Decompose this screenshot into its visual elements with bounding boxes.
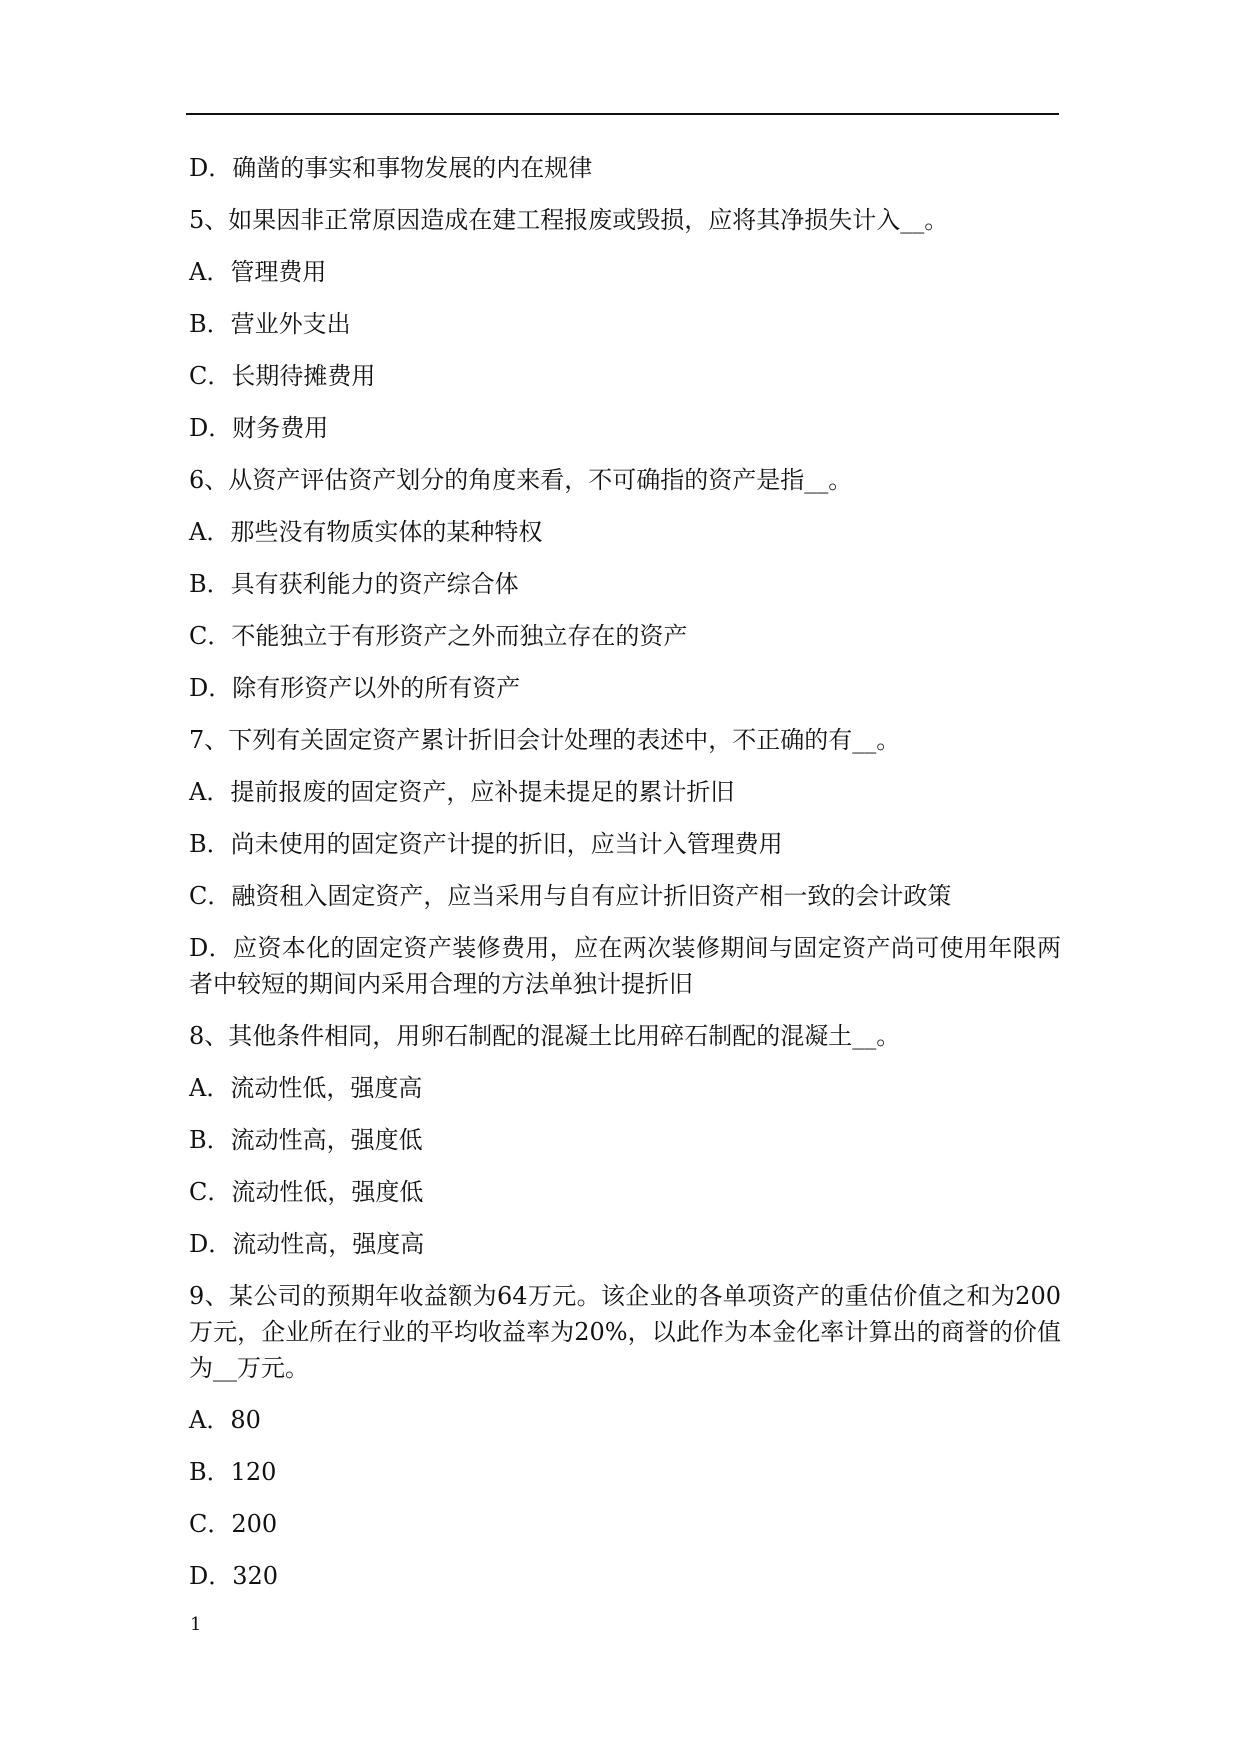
option-b-q6: B．具有获利能力的资产综合体 bbox=[189, 570, 519, 598]
option-a-q8: A．流动性低，强度高 bbox=[189, 1074, 423, 1102]
option-b-q5: B．营业外支出 bbox=[189, 310, 351, 338]
page-number: 1 bbox=[190, 1614, 202, 1635]
option-a-q5: A．管理费用 bbox=[189, 258, 327, 286]
option-d-q5: D．财务费用 bbox=[189, 414, 329, 442]
option-d-q7: D．应资本化的固定资产装修费用，应在两次装修期间与固定资产尚可使用年限两者中较短的期间内采用合理的方法单独计提折旧 bbox=[189, 934, 1061, 998]
header-rule bbox=[186, 113, 1059, 115]
option-b-q8: B．流动性高，强度低 bbox=[189, 1126, 423, 1154]
option-a-q6: A．那些没有物质实体的某种特权 bbox=[189, 518, 543, 546]
option-c-q7: C．融资租入固定资产，应当采用与自有应计折旧资产相一致的会计政策 bbox=[189, 882, 952, 910]
option-b-q9: B．120 bbox=[189, 1458, 277, 1486]
option-d-q8: D．流动性高，强度高 bbox=[189, 1230, 425, 1258]
question-8: 8、其他条件相同，用卵石制配的混凝土比用碎石制配的混凝土__。 bbox=[189, 1022, 901, 1050]
option-c-q6: C．不能独立于有形资产之外而独立存在的资产 bbox=[189, 622, 688, 650]
question-7: 7、下列有关固定资产累计折旧会计处理的表述中，不正确的有__。 bbox=[189, 726, 901, 754]
option-c-q8: C．流动性低，强度低 bbox=[189, 1178, 424, 1206]
question-9: 9、某公司的预期年收益额为64万元。该企业的各单项资产的重估价值之和为200万元，企业所在行业的平均收益率为20%，以此作为本金化率计算出的商誉的价值为__万元。 bbox=[189, 1282, 1061, 1382]
option-b-q7: B．尚未使用的固定资产计提的折旧，应当计入管理费用 bbox=[189, 830, 783, 858]
option-d-q4: D．确凿的事实和事物发展的内在规律 bbox=[189, 154, 593, 182]
question-5: 5、如果因非正常原因造成在建工程报废或毁损，应将其净损失计入__。 bbox=[189, 206, 949, 234]
question-6: 6、从资产评估资产划分的角度来看，不可确指的资产是指__。 bbox=[189, 466, 853, 494]
option-d-q6: D．除有形资产以外的所有资产 bbox=[189, 674, 521, 702]
option-c-q9: C．200 bbox=[189, 1510, 278, 1538]
option-a-q7: A．提前报废的固定资产，应补提未提足的累计折旧 bbox=[189, 778, 735, 806]
option-d-q9: D．320 bbox=[189, 1562, 279, 1590]
option-a-q9: A．80 bbox=[189, 1406, 261, 1434]
document-body bbox=[189, 150, 1061, 1610]
option-c-q5: C．长期待摊费用 bbox=[189, 362, 376, 390]
